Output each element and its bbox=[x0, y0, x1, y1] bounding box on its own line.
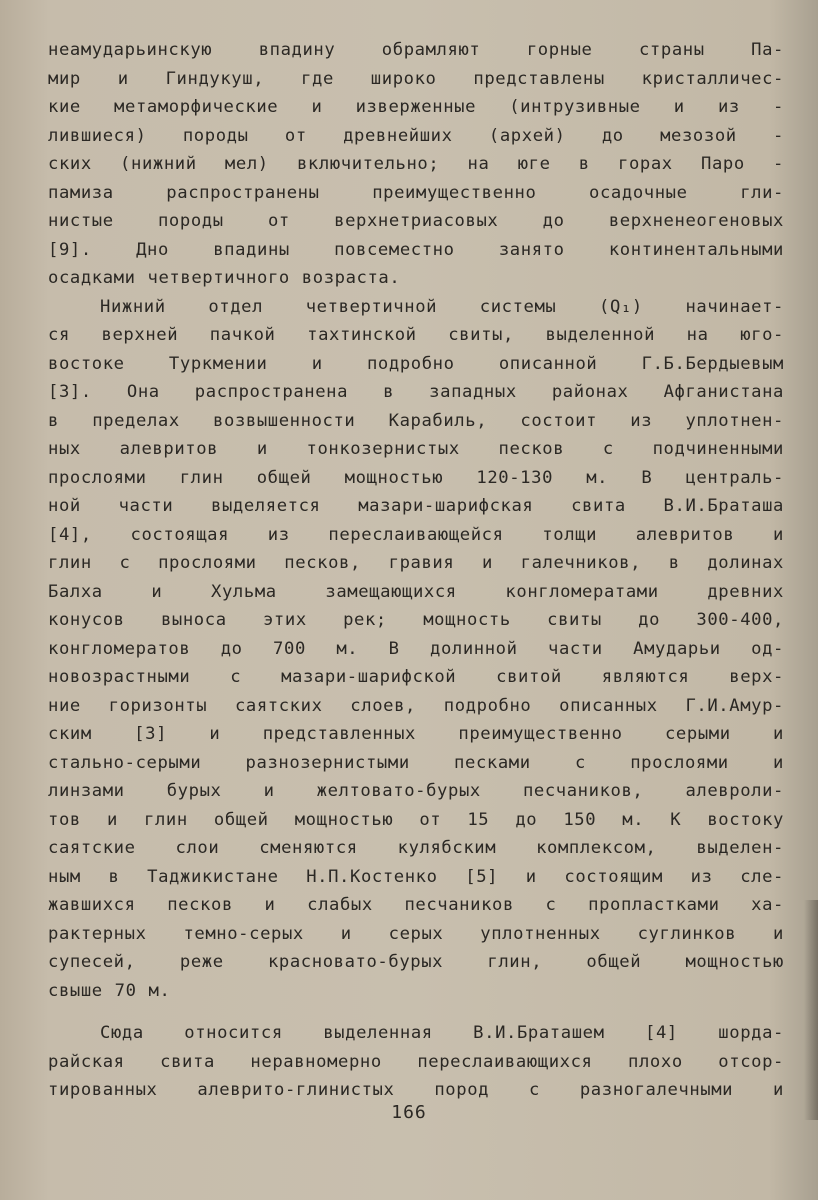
text-line: ние горизонты саятских слоев, подробно описанных Г.И.Амур- bbox=[48, 695, 784, 716]
text-line: ных алевритов и тонкозернистых песков с подчиненными bbox=[48, 439, 784, 459]
text-line: тов и глин общей мощностью от 15 до 150 м. К востоку bbox=[48, 809, 784, 830]
text-line: прослоями глин общей мощностью 120-130 м. В централь- bbox=[48, 467, 784, 488]
paragraph-2 bbox=[48, 293, 784, 1006]
paragraph-3 bbox=[48, 1019, 784, 1105]
text-line: тированных алеврито-глинистых пород с разногалечными и bbox=[48, 1080, 784, 1100]
text-line: стально-серыми разнозернистыми песками с прослоями и bbox=[48, 752, 784, 773]
text-line: востоке Туркмении и подробно описанной Г.Б.Бердыевым bbox=[48, 353, 784, 374]
body-text bbox=[48, 36, 784, 1105]
text-line: свыше 70 м. bbox=[48, 980, 171, 1001]
text-line: ной части выделяется мазари-шарифская свита В.И.Браташа bbox=[48, 496, 784, 516]
text-line: рактерных темно-серых и серых уплотненных суглинков и bbox=[48, 923, 784, 944]
text-line: ских (нижний мел) включительно; на юге в горах Паро - bbox=[48, 154, 784, 174]
text-line: райская свита неравномерно переслаивающихся плохо отсор- bbox=[48, 1051, 784, 1072]
text-line: саятские слои сменяются кулябским комплексом, выделен- bbox=[48, 838, 784, 858]
text-line: глин с прослоями песков, гравия и галечников, в долинах bbox=[48, 553, 784, 573]
text-line: ским [3] и представленных преимущественно серыми и bbox=[48, 724, 784, 744]
page-number: 166 bbox=[391, 1102, 427, 1123]
text-line: памиза распространены преимущественно осадочные гли- bbox=[48, 182, 784, 203]
text-line: ся верхней пачкой тахтинской свиты, выделенной на юго- bbox=[48, 325, 784, 345]
text-line: конгломератов до 700 м. В долинной части Амударьи од- bbox=[48, 638, 784, 659]
text-line: [3]. Она распространена в западных районах Афганистана bbox=[48, 382, 784, 402]
page-edge-shadow bbox=[804, 900, 818, 1120]
text-line: новозрастными с мазари-шарифской свитой являются верх- bbox=[48, 667, 784, 687]
text-line: [9]. Дно впадины повсеместно занято континентальными bbox=[48, 239, 784, 260]
text-line: лившиеся) породы от древнейших (архей) до мезозой - bbox=[48, 125, 784, 146]
text-line: мир и Гиндукуш, где широко представлены кристалличес- bbox=[48, 68, 784, 89]
text-line: неамударьинскую впадину обрамляют горные страны Па- bbox=[48, 40, 784, 60]
text-line: Сюда относится выделенная В.И.Браташем [4] шорда- bbox=[100, 1023, 784, 1043]
text-line: Балха и Хульма замещающихся конгломератами древних bbox=[48, 581, 784, 602]
text-line: ным в Таджикистане Н.П.Костенко [5] и состоящим из сле- bbox=[48, 866, 784, 887]
text-line: линзами бурых и желтовато-бурых песчаников, алевроли- bbox=[48, 781, 784, 801]
text-line: [4], состоящая из переслаивающейся толщи алевритов и bbox=[48, 524, 784, 545]
text-line: Нижний отдел четвертичной системы (Q₁) начинает- bbox=[100, 296, 784, 317]
text-line: конусов выноса этих рек; мощность свиты до 300-400, bbox=[48, 610, 784, 630]
text-line: супесей, реже красновато-бурых глин, общей мощностью bbox=[48, 952, 784, 972]
text-line: осадками четвертичного возраста. bbox=[48, 268, 401, 288]
text-line: в пределах возвышенности Карабиль, состоит из уплотнен- bbox=[48, 410, 784, 431]
text-line: жавшихся песков и слабых песчаников с пропластками ха- bbox=[48, 895, 784, 915]
paragraph-1 bbox=[48, 36, 784, 293]
text-line: кие метаморфические и изверженные (интрузивные и из - bbox=[48, 97, 784, 117]
text-line: нистые породы от верхнетриасовых до верхненеогеновых bbox=[48, 211, 784, 231]
